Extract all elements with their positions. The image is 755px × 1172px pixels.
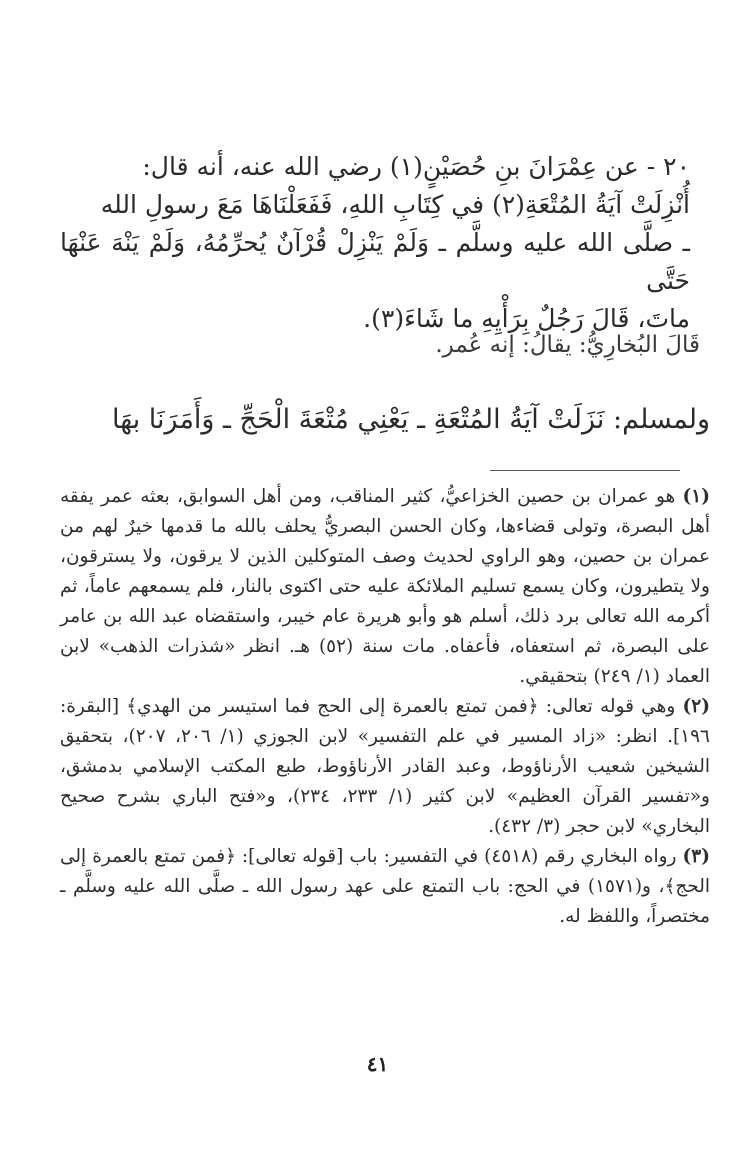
hadith-line: أُنْزِلَتْ آيَةُ المُتْعَةِ(٢) في كِتَابِ اللهِ، فَفَعَلْنَاهَا مَعَ رسولِ الله (100, 190, 690, 219)
hadith-text (60, 148, 690, 338)
hadith-line: ٢٠ - عن عِمْرَانَ بنِ حُصَيْنٍ(١) رضي الله عنه، أنه قال: (142, 152, 690, 181)
footnote-number: (١) (682, 486, 710, 507)
muslim-narration: ولمسلم: نَزَلَتْ آيَةُ المُتْعَةِ ـ يَعْنِي مُتْعَةَ الْحَجِّ ـ وَأَمَرَنَا بهَا (112, 404, 710, 435)
bukhari-comment: قَالَ البُخارِيُّ: يقالُ: إنه عُمر. (435, 332, 700, 358)
page-number: ٤١ (366, 1052, 389, 1076)
footnote-text: وهي قوله تعالى: ﴿فمن تمتع بالعمرة إلى الحج فما استيسر من الهدي﴾ [البقرة: ١٩٦]. انظر: «زاد المسير في علم التفسير» لابن الجوزي (١/ ٢٠٦، ٢٠٧)، بتحقيق الشيخين شعيب الأرناؤوط، وعبد القادر الأرناؤوط، طبع المكتب الإسلامي بدمشق، و«تفسير القرآن العظيم» لابن كثير (١/ ٢٣٣، ٢٣٤)، و«فتح الباري بشرح صحيح البخاري» لابن حجر (٣/ ٤٣٢). (60, 696, 710, 837)
footnote-number: (٣) (682, 846, 710, 867)
footnote-number: (٢) (682, 696, 710, 717)
footnote-1 (60, 482, 710, 692)
footnote-text: رواه البخاري رقم (٤٥١٨) في التفسير: باب [قوله تعالى]: ﴿فمن تمتع بالعمرة إلى الحج﴾، و(١٥٧١) في الحج: باب التمتع على عهد رسول الله ـ صلَّى الله عليه وسلَّم ـ مختصراً، واللفظ له. (60, 846, 710, 927)
hadith-line: ـ صلَّى الله عليه وسلَّم ـ وَلَمْ يَنْزِلْ قُرْآنٌ يُحرِّمُهُ، وَلَمْ يَنْهَ عَنْهَا حَتَّى (60, 228, 690, 295)
footnote-text: هو عمران بن حصين الخزاعيُّ، كثير المناقب، ومن أهل السوابق، بعثه عمر يفقه أهل البصرة، وتولى قضاءها، وكان الحسن البصريُّ يحلف بالله ما قدمها خيرٌ لهم من عمران بن حصين، وهو الراوي لحديث وصف المتوكلين الذين لا يرقون، ولا يسترقون، ولا يتطيرون، وكان يسمع تسليم الملائكة عليه حتى اكتوى بالنار، فلم يسمعهم عاماً، ثم أكرمه الله تعالى برد ذلك، أسلم هو وأبو هريرة عام خيبر، واستقضاه عبد الله بن عامر على البصرة، ثم استعفاه، فأعفاه. مات سنة (٥٢) هـ. انظر «شذرات الذهب» لابن العماد (١/ ٢٤٩) بتحقيقي. (60, 486, 710, 687)
hadith-line: ماتَ، قَالَ رَجُلٌ بِرَأْيِهِ ما شَاءَ(٣). (363, 304, 690, 333)
footnote-separator (490, 470, 680, 471)
footnotes (60, 482, 710, 932)
footnote-2 (60, 692, 710, 842)
footnote-3 (60, 842, 710, 932)
